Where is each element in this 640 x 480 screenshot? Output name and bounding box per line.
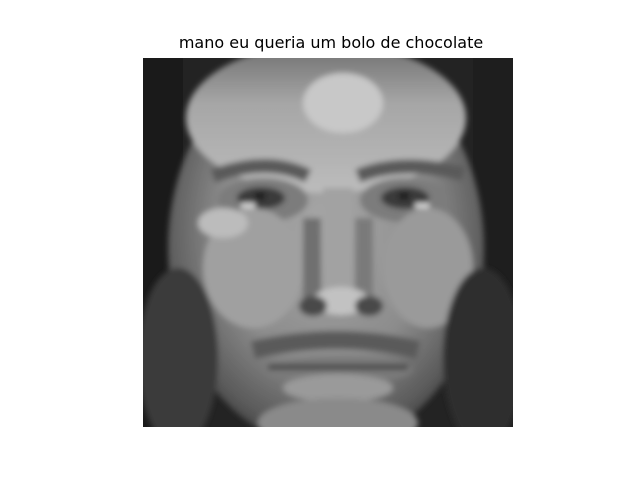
figure-title: mano eu queria um bolo de chocolate bbox=[178, 33, 484, 52]
mustache bbox=[253, 340, 418, 350]
nose bbox=[323, 188, 353, 298]
face-image-svg bbox=[143, 58, 513, 427]
face-image bbox=[143, 58, 513, 427]
